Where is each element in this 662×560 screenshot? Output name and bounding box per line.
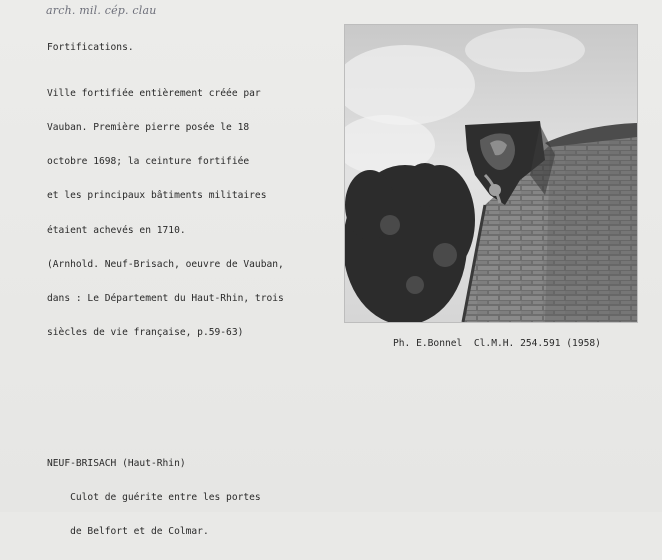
description-line: et les principaux bâtiments militaires — [47, 190, 267, 202]
description-line: Vauban. Première pierre posée le 18 — [47, 122, 250, 134]
photo-credit: Ph. E.Bonnel Cl.M.H. 254.591 (1958) — [393, 338, 601, 349]
caption-line: Culot de guérite entre les portes — [47, 492, 261, 504]
section-heading: Fortifications. — [47, 42, 134, 53]
description-line: siècles de vie française, p.59-63) — [47, 327, 244, 339]
caption-block — [47, 435, 261, 560]
description-line: dans : Le Département du Haut-Rhin, trois — [47, 293, 284, 305]
description-block — [47, 65, 284, 362]
caption-line: de Belfort et de Colmar. — [47, 526, 209, 538]
description-line: Ville fortifiée entièrement créée par — [47, 87, 261, 99]
description-line: (Arnhold. Neuf-Brisach, oeuvre de Vauban, — [47, 258, 284, 270]
handwritten-annotation: arch. mil. cép. clau — [46, 4, 157, 17]
description-line: étaient achevés en 1710. — [47, 224, 186, 236]
description-line: octobre 1698; la ceinture fortifiée — [47, 156, 250, 168]
caption-line: NEUF-BRISACH (Haut-Rhin) — [47, 457, 186, 469]
monument-photograph — [344, 24, 638, 323]
